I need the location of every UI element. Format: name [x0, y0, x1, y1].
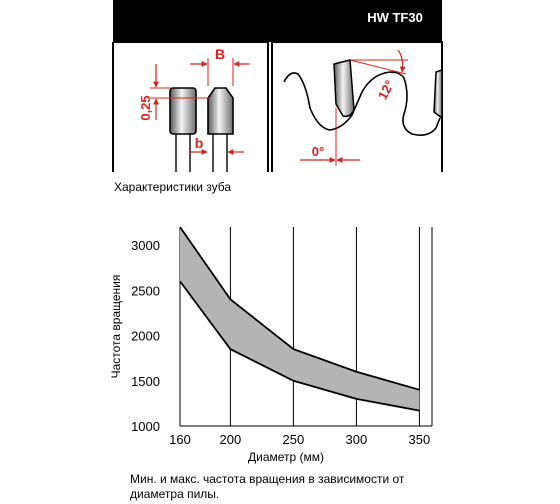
saw-profile: [284, 72, 440, 135]
x-tick-label-3: 300: [345, 432, 368, 447]
angle-bottom-label: 0°: [311, 144, 325, 159]
x-axis-label: Диаметр (мм): [247, 450, 325, 464]
angle-top: [350, 50, 408, 74]
tooth-side-right: [434, 70, 442, 118]
x-tick-label-0: 160: [169, 432, 191, 447]
y-tick-label-0: 3000: [131, 238, 160, 254]
tooth-left: [170, 88, 196, 172]
dimension-B-label: B: [214, 46, 226, 62]
rpm-chart: [0, 195, 560, 485]
y-tick-label-4: 1000: [131, 419, 160, 434]
tooth-right: [208, 88, 233, 172]
x-tick-label-4: 350: [408, 432, 431, 447]
y-tick-label-3: 1500: [131, 373, 160, 389]
y-ticks: [131, 238, 160, 434]
x-tick-label-1: 200: [219, 432, 242, 447]
y-tick-label-1: 2500: [131, 283, 160, 299]
angle-top-label: 12°: [374, 77, 398, 103]
dimension-height-label: 0,25: [138, 95, 153, 121]
y-axis-label: Частота вращения: [109, 274, 123, 379]
x-ticks: [169, 432, 430, 447]
tooth-diagram: [0, 0, 560, 180]
header-label: HW TF30: [367, 10, 423, 25]
tooth-side-left: [334, 60, 354, 116]
dimension-B: [190, 58, 250, 86]
teeth-caption: Характеристики зуба: [114, 180, 232, 194]
y-tick-label-2: 2000: [131, 328, 160, 344]
chart-caption: Мин. и макс. частота вращения в зависимости от диаметра пилы.: [130, 472, 405, 501]
dimension-b-label: b: [194, 135, 204, 151]
x-tick-label-2: 250: [282, 432, 305, 447]
